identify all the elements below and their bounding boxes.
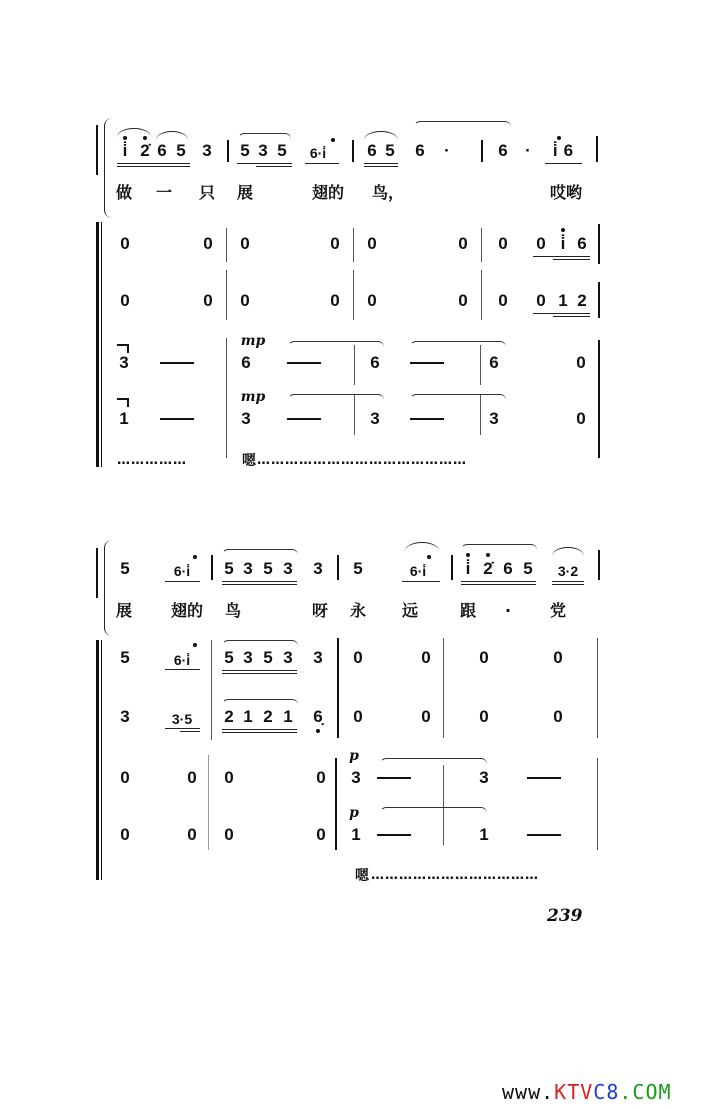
dash xyxy=(377,834,411,836)
note: 5 xyxy=(240,141,250,160)
high-octave-dot xyxy=(193,555,197,559)
barline xyxy=(211,640,212,740)
note: 3 xyxy=(283,559,293,578)
note: 6 xyxy=(241,353,251,372)
dynamic-marking: mp xyxy=(240,333,266,349)
barline xyxy=(354,345,355,385)
barline xyxy=(211,555,213,580)
note: 3 xyxy=(283,648,293,667)
note: 3 xyxy=(313,648,323,667)
barline xyxy=(208,755,209,850)
dash xyxy=(160,362,194,364)
high-octave-dot xyxy=(427,555,431,559)
beam xyxy=(222,729,297,730)
note: 6·i̇ xyxy=(173,652,191,668)
rest: 0 xyxy=(479,707,489,726)
slur xyxy=(222,549,298,556)
rest: 0 xyxy=(421,648,431,667)
rest: 0 xyxy=(187,768,197,787)
beam xyxy=(117,163,190,164)
beam xyxy=(461,584,536,585)
note: 1 xyxy=(243,707,253,726)
humming-dots: …………… xyxy=(117,453,187,468)
watermark-ktv: KTV xyxy=(554,1080,594,1104)
rest: 0 xyxy=(224,768,234,787)
note: 3 xyxy=(119,353,129,372)
barline xyxy=(335,758,337,850)
note: 6 xyxy=(503,559,513,578)
system-1-bracket-lower-inner xyxy=(101,222,102,467)
rest: 0 xyxy=(316,768,326,787)
note: i̇6 xyxy=(552,141,580,160)
rest: 0 xyxy=(498,291,508,310)
note: 5 xyxy=(224,648,234,667)
rest: 0 xyxy=(240,234,250,253)
barline xyxy=(598,550,600,580)
rest: 0 xyxy=(458,234,468,253)
barline xyxy=(337,638,339,738)
rest: 0 xyxy=(353,707,363,726)
rest: 0 xyxy=(353,648,363,667)
tie xyxy=(288,394,384,401)
dash xyxy=(377,777,411,779)
slur xyxy=(405,542,439,551)
rest: 0 xyxy=(203,291,213,310)
note: 1 xyxy=(479,825,489,844)
slur xyxy=(222,640,298,647)
note: 6 xyxy=(370,353,380,372)
system-1-bracket-top xyxy=(96,125,98,175)
tie xyxy=(380,758,487,765)
rest: 0 xyxy=(187,825,197,844)
augmentation-dot: · xyxy=(525,141,531,160)
note: 1 xyxy=(283,707,293,726)
rest: 0 xyxy=(367,291,377,310)
dash xyxy=(287,418,321,420)
beam xyxy=(402,581,440,582)
lyric: 展 xyxy=(236,183,254,202)
rest: 0 xyxy=(421,707,431,726)
barline xyxy=(481,140,483,162)
low-octave-dot xyxy=(316,729,320,733)
note: 6 xyxy=(489,353,499,372)
rest: 0 xyxy=(498,234,508,253)
note: 5 xyxy=(385,141,395,160)
rest: 0 xyxy=(120,768,130,787)
note: 6 xyxy=(415,141,425,160)
beam xyxy=(553,316,590,317)
note: 5 xyxy=(277,141,287,160)
barline xyxy=(598,340,600,458)
humming-syllable: 嗯 xyxy=(242,453,256,469)
barline xyxy=(451,555,453,580)
tie xyxy=(288,341,384,348)
note: 1 xyxy=(119,409,129,428)
note: 5 xyxy=(120,648,130,667)
lyric: 呀 xyxy=(311,601,329,620)
note: 1 xyxy=(558,291,568,310)
barline xyxy=(227,140,229,162)
note: 3 xyxy=(258,141,268,160)
barline xyxy=(481,270,482,320)
barline xyxy=(226,228,227,262)
note: 2 xyxy=(577,291,587,310)
note: 3 xyxy=(370,409,380,428)
barline xyxy=(596,136,598,162)
note: 5 xyxy=(263,648,273,667)
system-2-bracket-lower-outer xyxy=(96,640,99,880)
watermark xyxy=(502,1080,672,1104)
humming-dots: ……………………………………… xyxy=(257,453,467,468)
barline xyxy=(443,765,444,845)
note: 5 xyxy=(224,559,234,578)
rest: 0 xyxy=(367,234,377,253)
rest: 0 xyxy=(536,291,546,310)
slur xyxy=(552,547,584,556)
rest: 0 xyxy=(576,409,586,428)
note: 6 xyxy=(498,141,508,160)
note: 5 xyxy=(353,559,363,578)
beam xyxy=(222,673,297,674)
barline xyxy=(352,140,354,162)
high-octave-dot xyxy=(557,136,561,140)
rest: 0 xyxy=(479,648,489,667)
slur xyxy=(222,699,298,706)
note: 3 xyxy=(313,559,323,578)
beam xyxy=(237,163,292,164)
barline xyxy=(598,282,600,318)
beam xyxy=(461,581,536,582)
barline xyxy=(597,638,598,738)
note: 3 xyxy=(243,559,253,578)
rest: 0 xyxy=(553,707,563,726)
beam xyxy=(533,256,590,257)
slur xyxy=(461,544,537,551)
tie xyxy=(414,121,511,128)
dash xyxy=(160,418,194,420)
system-1-brace xyxy=(104,118,115,218)
beam xyxy=(545,163,582,164)
lyric: 永 xyxy=(349,601,367,620)
note: 3 xyxy=(241,409,251,428)
rest: 0 xyxy=(576,353,586,372)
high-octave-dot xyxy=(331,138,335,142)
lyric: 展 xyxy=(115,601,133,620)
slur xyxy=(117,128,151,137)
lyric: 跟 xyxy=(459,601,477,620)
barline xyxy=(597,758,598,850)
dynamic-marking: p xyxy=(349,748,359,764)
beam xyxy=(533,313,590,314)
lyric: 一 xyxy=(155,183,173,202)
dynamic-marking: mp xyxy=(240,389,266,405)
lyric: · xyxy=(504,601,512,620)
system-2-bracket-top xyxy=(96,548,98,598)
barline xyxy=(480,395,481,435)
dash xyxy=(410,418,444,420)
beam xyxy=(222,670,297,671)
page-number: 239 xyxy=(547,906,583,926)
note: 1 xyxy=(351,825,361,844)
tie xyxy=(410,341,506,348)
beam xyxy=(364,163,398,164)
rest: 0 xyxy=(120,234,130,253)
note: 3 xyxy=(351,768,361,787)
barline xyxy=(226,338,227,458)
beam xyxy=(222,581,297,582)
barline xyxy=(226,270,227,320)
note: 3 xyxy=(489,409,499,428)
watermark-suffix: .COM xyxy=(619,1080,672,1104)
bracket-hook xyxy=(117,398,129,407)
barline xyxy=(337,555,339,580)
augmentation-dot: · xyxy=(444,141,450,160)
barline xyxy=(354,395,355,435)
note: 2̇ xyxy=(483,559,493,578)
note: 5 xyxy=(523,559,533,578)
beam xyxy=(256,166,292,167)
tie xyxy=(380,807,487,814)
high-octave-dot xyxy=(486,553,490,557)
beam xyxy=(165,581,200,582)
note: 6̣ xyxy=(313,707,323,726)
beam xyxy=(305,163,339,164)
lyric: 哎哟 xyxy=(549,183,583,202)
note: 6 xyxy=(577,234,587,253)
note: 6·i̇ xyxy=(309,145,327,161)
note: 3 xyxy=(120,707,130,726)
lyric: 鸟 xyxy=(224,601,242,620)
beam xyxy=(180,731,200,732)
barline xyxy=(481,228,482,262)
barline xyxy=(598,224,600,264)
rest: 0 xyxy=(203,234,213,253)
rest: 0 xyxy=(553,648,563,667)
lyric: 做 xyxy=(115,183,133,202)
beam xyxy=(553,259,590,260)
note: 5 xyxy=(120,559,130,578)
beam xyxy=(552,581,584,582)
rest: 0 xyxy=(458,291,468,310)
watermark-c8: C8 xyxy=(593,1080,620,1104)
rest: 0 xyxy=(120,825,130,844)
high-octave-dot xyxy=(466,553,470,557)
rest: 0 xyxy=(240,291,250,310)
rest: 0 xyxy=(330,234,340,253)
high-octave-dot xyxy=(193,643,197,647)
note: 3 xyxy=(243,648,253,667)
lyric: 党 xyxy=(549,601,567,620)
note: 2 xyxy=(224,707,234,726)
beam xyxy=(165,728,200,729)
slur xyxy=(156,131,188,140)
note: 6·i̇ xyxy=(409,563,427,579)
beam xyxy=(552,584,584,585)
note: 5 xyxy=(176,141,186,160)
system-1-bracket-lower-outer xyxy=(96,222,99,467)
dynamic-marking: p xyxy=(349,805,359,821)
slur xyxy=(364,131,398,140)
tie xyxy=(410,394,506,401)
note: 2 xyxy=(263,707,273,726)
note: i̇ xyxy=(560,234,566,253)
note: 6·i̇ xyxy=(173,563,191,579)
dash xyxy=(527,834,561,836)
note: i̇ xyxy=(465,559,471,578)
lyric: 鸟， xyxy=(371,183,405,202)
dash xyxy=(527,777,561,779)
lyric: 翅的 xyxy=(311,183,345,202)
barline xyxy=(353,228,354,262)
rest: 0 xyxy=(316,825,326,844)
rest: 0 xyxy=(536,234,546,253)
barline xyxy=(443,638,444,738)
lyric: 翅的 xyxy=(170,601,204,620)
system-2-bracket-lower-inner xyxy=(101,640,102,880)
rest: 0 xyxy=(120,291,130,310)
rest: 0 xyxy=(330,291,340,310)
barline xyxy=(353,270,354,320)
humming-dots: ……………………………… xyxy=(371,868,539,883)
dash xyxy=(410,362,444,364)
note: 5 xyxy=(263,559,273,578)
humming-syllable: 嗯 xyxy=(355,868,369,884)
note: 6 xyxy=(367,141,377,160)
note: 3·2 xyxy=(557,563,579,579)
beam xyxy=(222,584,297,585)
beam xyxy=(165,669,200,670)
note: 3·5 xyxy=(171,711,193,727)
high-octave-dot xyxy=(561,228,565,232)
lyric: 远 xyxy=(401,601,419,620)
system-2-brace xyxy=(104,540,115,636)
lyric: 只 xyxy=(198,183,216,202)
barline xyxy=(480,345,481,385)
note: 3 xyxy=(479,768,489,787)
dash xyxy=(287,362,321,364)
note: 6 xyxy=(157,141,167,160)
note: 2̇ xyxy=(140,141,150,160)
beam xyxy=(364,166,398,167)
rest: 0 xyxy=(224,825,234,844)
beam xyxy=(222,732,297,733)
note: 3 xyxy=(202,141,212,160)
beam xyxy=(117,166,190,167)
note: i̇ xyxy=(122,141,128,160)
watermark-prefix: www. xyxy=(502,1080,555,1104)
slur xyxy=(238,133,291,140)
bracket-hook xyxy=(117,344,129,353)
